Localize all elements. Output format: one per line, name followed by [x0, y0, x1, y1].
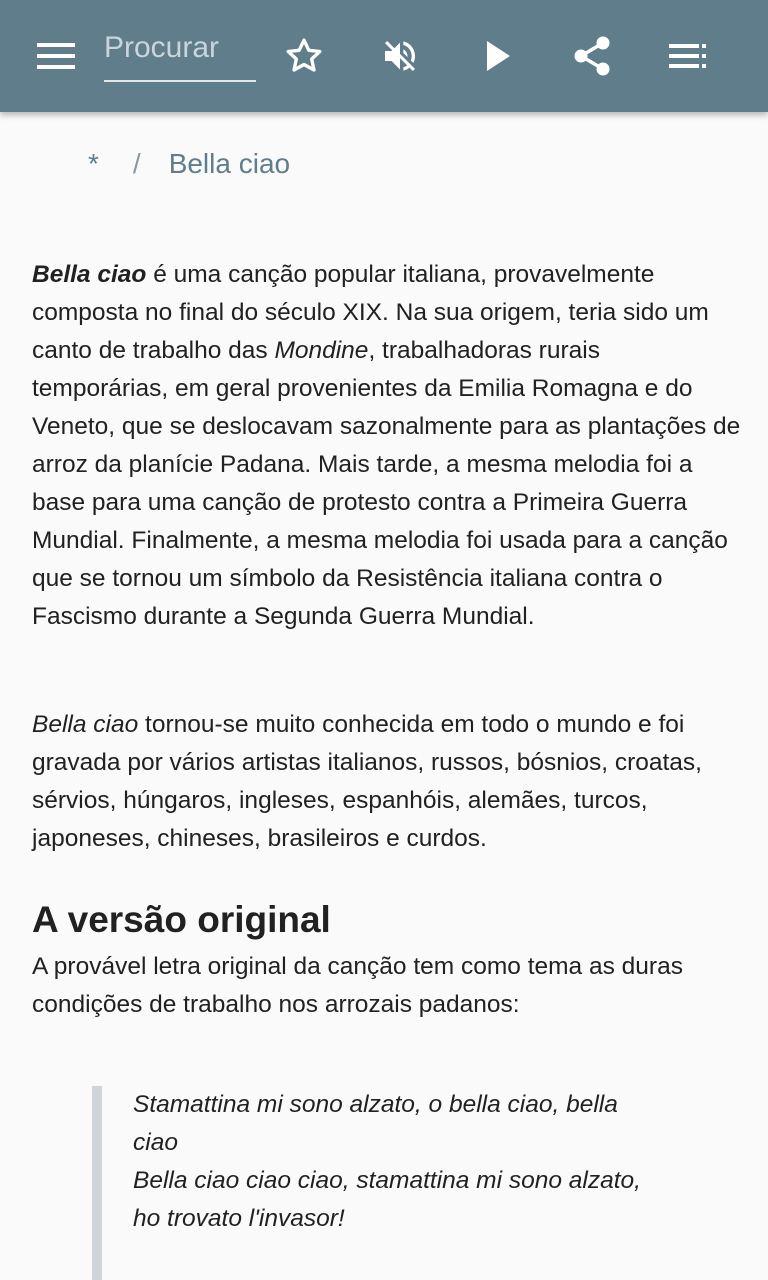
- song-title-bold: Bella ciao: [32, 261, 147, 288]
- mondine-term: Mondine: [274, 337, 369, 364]
- popularity-text: tornou-se muito conhecida em todo o mundo e foi gravada por vários artistas italianos, russos, bósnios, croatas, sérvios, húngaros, ingleses, espanhóis, alemães, turcos, japoneses, chineses, brasileiros e curdos.: [32, 711, 702, 852]
- favorite-button[interactable]: [268, 20, 340, 92]
- search-input[interactable]: [104, 26, 256, 70]
- playlist-button[interactable]: [652, 20, 724, 92]
- breadcrumb: [88, 148, 290, 180]
- play-button[interactable]: [462, 20, 534, 92]
- song-title-italic: Bella ciao: [32, 711, 139, 738]
- section-heading: A versão original: [32, 899, 331, 940]
- menu-button[interactable]: [20, 20, 92, 92]
- share-icon: [572, 35, 612, 77]
- star-outline-icon: [283, 36, 325, 76]
- popularity-paragraph: [32, 706, 742, 858]
- playlist-icon: [669, 43, 707, 69]
- lyrics-line: ho trovato l'invasor!: [133, 1205, 345, 1232]
- intro-text-a: é uma canção popular italiana, provavelmente composta no final do século XIX. Na sua origem, teria sido um canto de trabalho das: [32, 261, 709, 364]
- breadcrumb-separator: /: [132, 148, 141, 179]
- intro-text-b: , trabalhadoras rurais temporárias, em geral provenientes da Emilia Romagna e do Veneto, que se deslocavam sazonalmente para as plantações de arroz da planície Padana. Mais tarde, a mesma melodia foi a base para uma canção de protesto contra a Primeira Guerra Mundial. Finalmente, a mesma melodia foi usada para a canção que se tornou um símbolo da Resistência italiana contra o Fascismo durante a Segunda Guerra Mundial.: [32, 337, 741, 630]
- breadcrumb-root-link[interactable]: *: [88, 148, 99, 179]
- intro-paragraph: [32, 256, 742, 636]
- share-button[interactable]: [556, 20, 628, 92]
- breadcrumb-current: Bella ciao: [168, 148, 291, 179]
- lyrics-line: Bella ciao ciao ciao, stamattina mi sono alzato,: [133, 1167, 641, 1194]
- play-icon: [485, 40, 511, 72]
- mute-button[interactable]: [364, 20, 436, 92]
- search-field[interactable]: [104, 26, 256, 82]
- volume-off-icon: [380, 36, 420, 76]
- lyrics-blockquote: [92, 1086, 652, 1280]
- section-intro-paragraph: A provável letra original da canção tem como tema as duras condições de trabalho nos arrozais padanos:: [32, 953, 683, 1018]
- hamburger-menu-icon: [37, 42, 75, 70]
- lyrics-line: Stamattina mi sono alzato, o bella ciao, bella ciao: [133, 1091, 618, 1156]
- app-toolbar: [0, 0, 768, 112]
